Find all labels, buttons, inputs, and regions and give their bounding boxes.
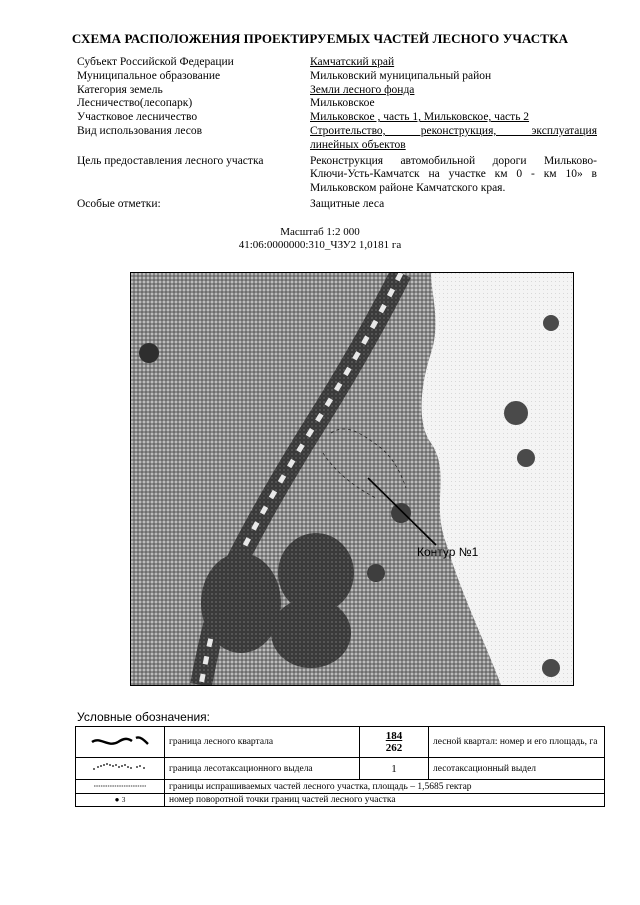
quarter-fraction [386,730,403,754]
requested-parts-symbol [76,780,165,794]
info-block [77,56,597,212]
quarter-fraction-cell [360,727,429,758]
land-category-label: Категория земель [77,83,163,96]
legend-row [76,758,605,780]
legend-text: граница лесотаксационного выдела [165,758,360,780]
forest-use-value [310,125,597,153]
land-category-value: Земли лесного фонда [310,83,415,96]
subject-label: Субъект Российской Федерации [77,56,234,68]
tree-spot [517,449,535,467]
tree-spot [139,343,159,363]
notes-row [77,198,597,212]
wave-line-icon [90,734,150,748]
purpose-value-line2: Ключи-Усть-Камчатск на участке км 0 - км 10» в [310,168,597,181]
forest-use-row [77,125,597,153]
scale-line: Масштаб 1:2 000 [280,226,360,238]
purpose-row [77,155,597,196]
forest-use-value-line2: линейных объектов [310,138,406,151]
scale-block [0,226,640,252]
map-svg [131,273,573,685]
allotment-number: 1 [360,758,429,780]
legend-desc: лесной квартал: номер и его площадь, га [429,727,605,758]
purpose-value-line3: Мильковском районе Камчатского края. [310,182,506,195]
tree-spot [391,503,411,523]
dark-patch-3 [201,553,281,653]
quarter-boundary-symbol [76,727,165,758]
quarter-area: 262 [385,742,403,754]
forestry-label: Лесничество(лесопарк) [77,97,193,110]
subject-value: Камчатский край [310,56,395,68]
municipality-value: Мильковский муниципальный район [310,69,492,82]
legend-row [76,780,605,794]
legend-desc: лесотаксационный выдел [429,758,605,780]
district-forestry-label: Участковое лесничество [77,111,198,124]
notes-value: Защитные леса [310,197,385,210]
allotment-boundary-symbol [76,758,165,780]
purpose-value-line1: Реконструкция автомобильной дороги Мильково- [310,154,597,167]
map-image [130,272,574,686]
legend-text: номер поворотной точки границ частей лесного участка [165,794,605,807]
contour-label: Контур №1 [417,545,479,559]
municipality-row [77,70,597,84]
legend-text: границы испрашиваемых частей лесного участка, площадь – 1,5685 гектар [165,780,605,794]
quarter-number: 184 [385,730,403,742]
district-forestry-row [77,111,597,125]
purpose-label: Цель предоставления лесного участка [77,154,264,167]
cadastral-id-line: 41:06:0000000:310_ЧЗУ2 1,0181 га [238,239,402,251]
point-dot-icon: ● [114,795,120,804]
legend-title: Условные обозначения: [77,710,210,724]
legend-table [75,726,605,807]
thin-line-icon [90,783,150,789]
tree-spot [367,564,385,582]
tree-spot [504,401,528,425]
forest-use-value-line1: Строительство, реконструкция, эксплуатация [310,124,597,137]
tree-spot [542,659,560,677]
land-category-row [77,84,597,98]
dark-patch-2 [271,598,351,668]
legend-row [76,794,605,807]
point-number: 3 [121,796,126,804]
dotted-line-icon [90,761,150,773]
forestry-value: Мильковское [310,97,375,110]
legend-row [76,727,605,758]
subject-row [77,56,597,70]
forest-use-label: Вид использования лесов [77,124,203,137]
forestry-row [77,97,597,111]
turning-point-symbol [76,794,165,807]
purpose-value [310,155,597,196]
legend-text: граница лесного квартала [165,727,360,758]
tree-spot [543,315,559,331]
municipality-label: Муниципальное образование [77,69,221,82]
page-title: СХЕМА РАСПОЛОЖЕНИЯ ПРОЕКТИРУЕМЫХ ЧАСТЕЙ ЛЕСНОГО УЧАСТКА [71,31,569,46]
district-forestry-value: Мильковское , часть 1, Мильковское, часть 2 [310,111,530,124]
notes-label: Особые отметки: [77,197,161,210]
